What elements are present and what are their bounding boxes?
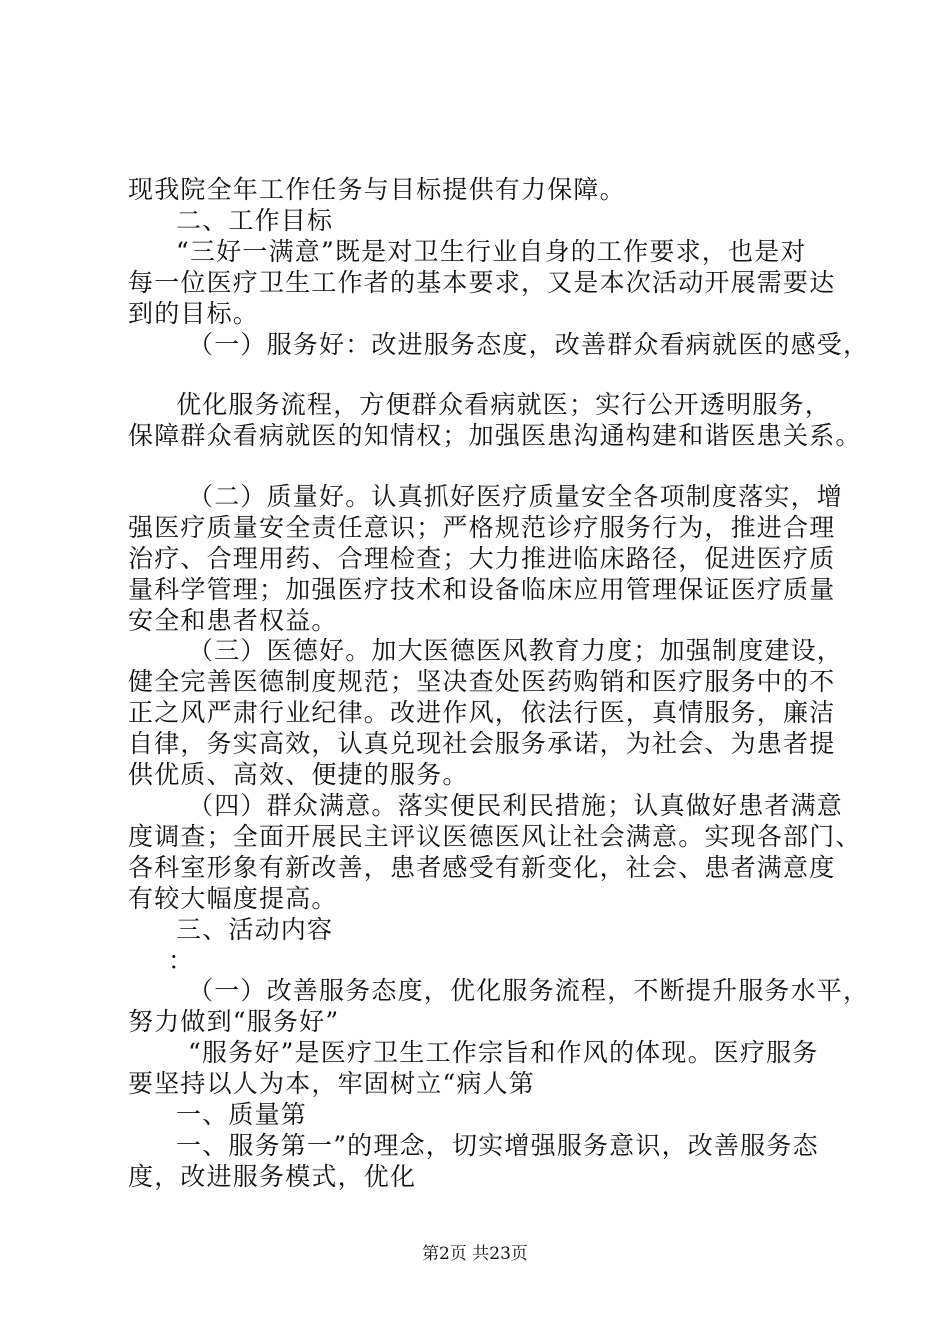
text-line: 一、服务第一”的理念，切实增强服务意识，改善服务态 xyxy=(176,1131,819,1160)
text-line: “服务好”是医疗卫生工作宗旨和作风的体现。医疗服务 xyxy=(188,1038,819,1067)
page-footer: 第2页 共23页 xyxy=(422,1244,528,1264)
text-line: 强医疗质量安全责任意识；严格规范诊疗服务行为，推进合理 xyxy=(128,513,836,542)
text-line: 度，改进服务模式，优化 xyxy=(128,1162,417,1191)
text-line: 治疗、合理用药、合理检查；大力推进临床路径，促进医疗质 xyxy=(128,544,836,573)
section-heading: 二、工作目标 xyxy=(176,206,334,235)
text-line: 量科学管理；加强医疗技术和设备临床应用管理保证医疗质量 xyxy=(128,575,836,604)
text-line: 度调查；全面开展民主评议医德医风让社会满意。实现各部门、 xyxy=(128,822,862,851)
text-line: ： xyxy=(168,946,195,975)
text-line: 供优质、高效、便捷的服务。 xyxy=(128,760,469,789)
text-line: （三）医德好。加大医德医风教育力度；加强制度建设， xyxy=(188,636,844,665)
text-line: 现我院全年工作任务与目标提供有力保障。 xyxy=(128,175,626,204)
text-line: 努力做到“服务好” xyxy=(128,1007,340,1036)
text-line: 优化服务流程，方便群众看病就医；实行公开透明服务， xyxy=(176,390,832,419)
text-line: “三好一满意”既是对卫生行业自身的工作要求，也是对 xyxy=(176,237,807,266)
text-line: 到的目标。 xyxy=(128,299,260,328)
section-heading: 三、活动内容 xyxy=(176,915,334,944)
text-line: 保障群众看病就医的知情权；加强医患沟通构建和谐医患关系。 xyxy=(128,421,862,450)
text-line: 要坚持以人为本，牢固树立“病人第 xyxy=(128,1069,535,1098)
text-line: 每一位医疗卫生工作者的基本要求，又是本次活动开展需要达 xyxy=(128,268,836,297)
text-line: 自律，务实高效，认真兑现社会服务承诺，为社会、为患者提 xyxy=(128,729,836,758)
text-line: 安全和患者权益。 xyxy=(128,606,338,635)
text-line: 各科室形象有新改善，患者感受有新变化，社会、患者满意度 xyxy=(128,853,836,882)
text-line: （四）群众满意。落实便民利民措施；认真做好患者满意 xyxy=(188,791,844,820)
text-line: 正之风严肃行业纪律。改进作风，依法行医，真情服务，廉洁 xyxy=(128,698,836,727)
text-line: 健全完善医德制度规范；坚决查处医药购销和医疗服务中的不 xyxy=(128,667,836,696)
text-line: （一）服务好：改进服务态度，改善群众看病就医的感受， xyxy=(188,330,870,359)
text-line: （一）改善服务态度，优化服务流程，不断提升服务水平， xyxy=(188,976,870,1005)
text-line: 有较大幅度提高。 xyxy=(128,884,338,913)
text-line: 一、质量第 xyxy=(176,1100,308,1129)
text-line: （二）质量好。认真抓好医疗质量安全各项制度落实，增 xyxy=(188,482,844,511)
